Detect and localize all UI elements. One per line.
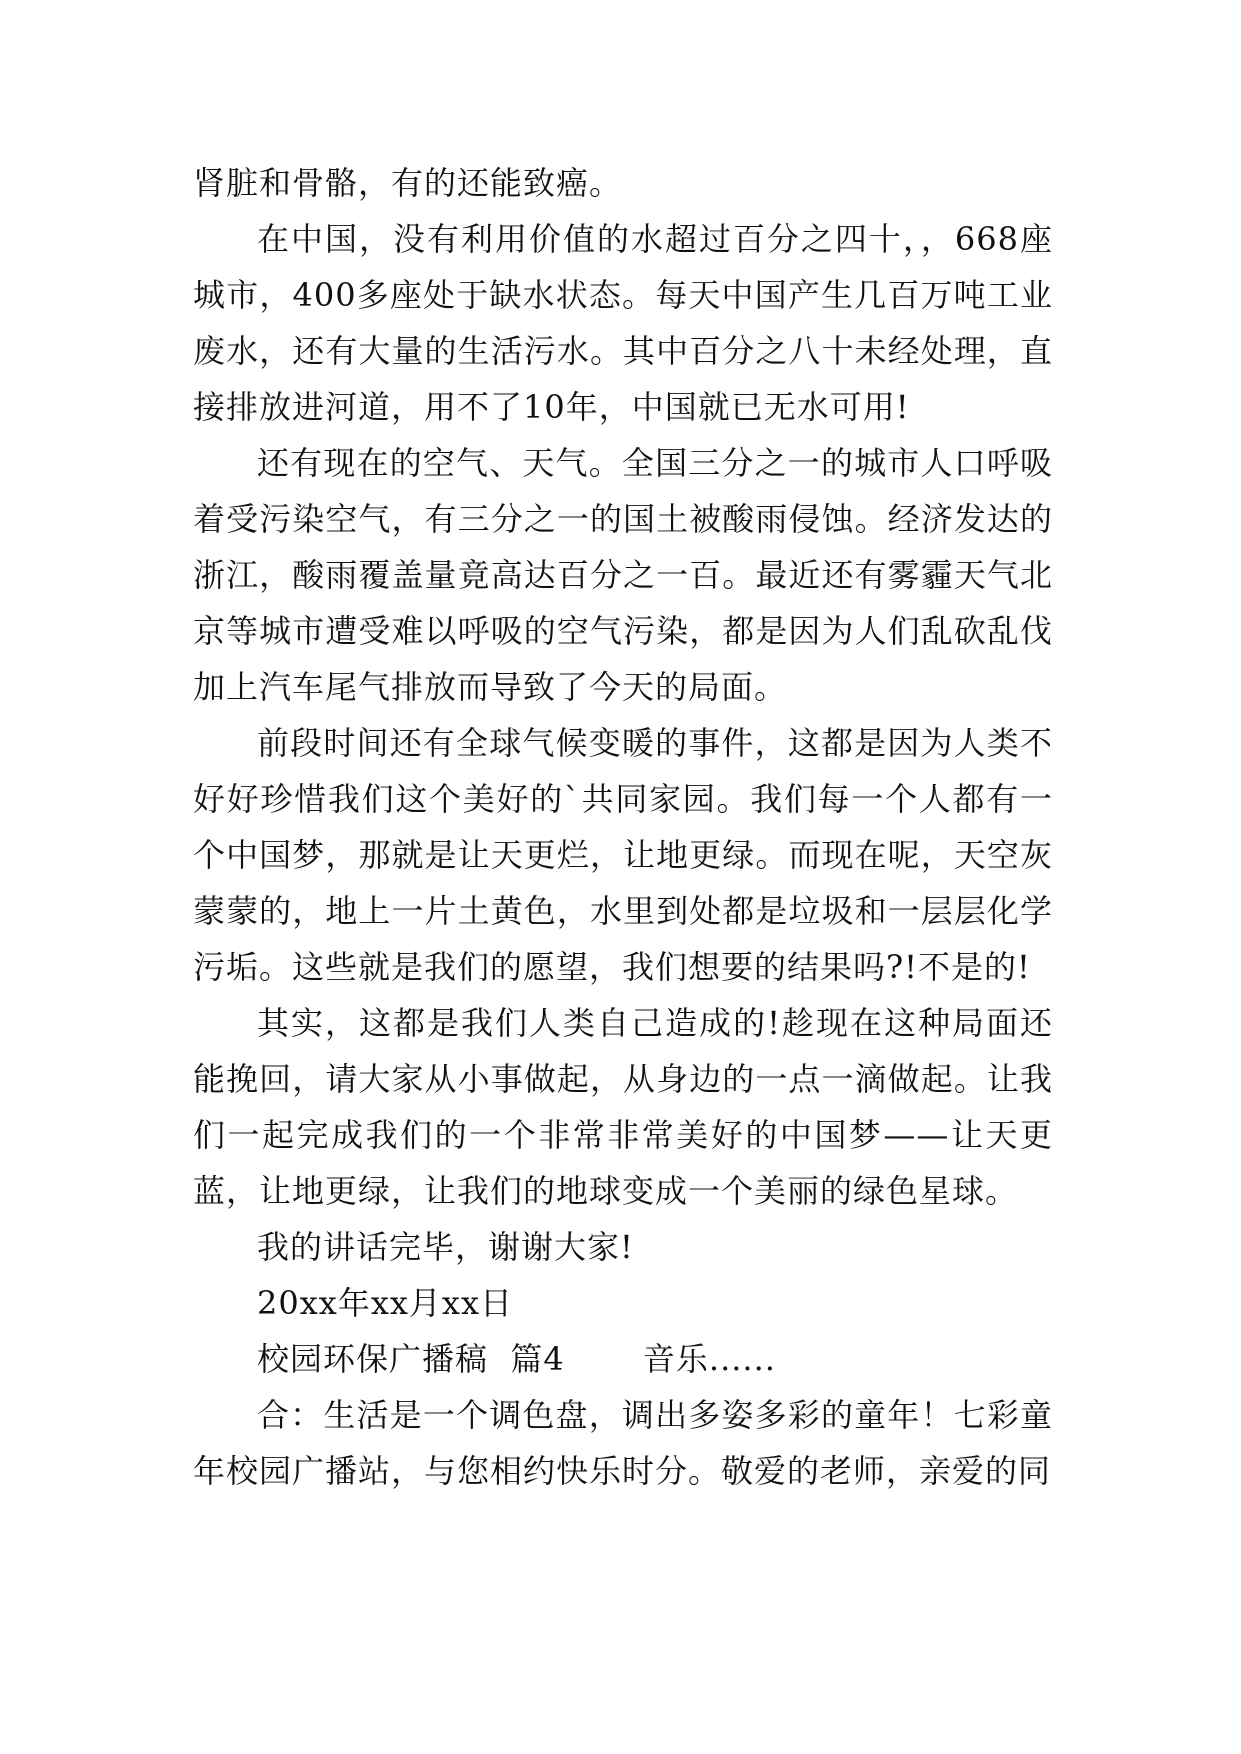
paragraph-water-pollution: 在中国，没有利用价值的水超过百分之四十，，668座城市，400多座处于缺水状态。每天中国产生几百万吨工业废水，还有大量的生活污水。其中百分之八十未经处理，直接排放进河道，用不了10年，中国就已无水可用!	[193, 220, 1053, 426]
paragraph-continuation: 肾脏和骨骼，有的还能致癌。	[193, 164, 623, 202]
closing-remark: 我的讲话完毕，谢谢大家!	[257, 1228, 634, 1266]
paragraph-climate-change: 前段时间还有全球气候变暖的事件，这都是因为人类不好好珍惜我们这个美好的`共同家园。我们每一个人都有一个中国梦，那就是让天更烂，让地更绿。而现在呢，天空灰蒙蒙的，地上一片土黄色，水里到处都是垃圾和一层层化学污垢。这些就是我们的愿望，我们想要的结果吗?!不是的!	[193, 724, 1053, 986]
document-body	[193, 155, 1053, 1499]
paragraph-broadcast-intro: 合：生活是一个调色盘，调出多姿多彩的童年！七彩童年校园广播站，与您相约快乐时分。敬爱的老师，亲爱的同	[193, 1396, 1053, 1490]
section-heading: 校园环保广播稿 篇4 音乐......	[257, 1340, 776, 1378]
date-line: 20xx年xx月xx日	[257, 1284, 514, 1322]
paragraph-call-to-action: 其实，这都是我们人类自己造成的!趁现在这种局面还能挽回，请大家从小事做起，从身边的一点一滴做起。让我们一起完成我们的一个非常非常美好的中国梦——让天更蓝，让地更绿，让我们的地球变成一个美丽的绿色星球。	[193, 1004, 1053, 1210]
paragraph-air-pollution: 还有现在的空气、天气。全国三分之一的城市人口呼吸着受污染空气，有三分之一的国土被酸雨侵蚀。经济发达的浙江，酸雨覆盖量竟高达百分之一百。最近还有雾霾天气北京等城市遭受难以呼吸的空气污染，都是因为人们乱砍乱伐加上汽车尾气排放而导致了今天的局面。	[193, 444, 1053, 706]
